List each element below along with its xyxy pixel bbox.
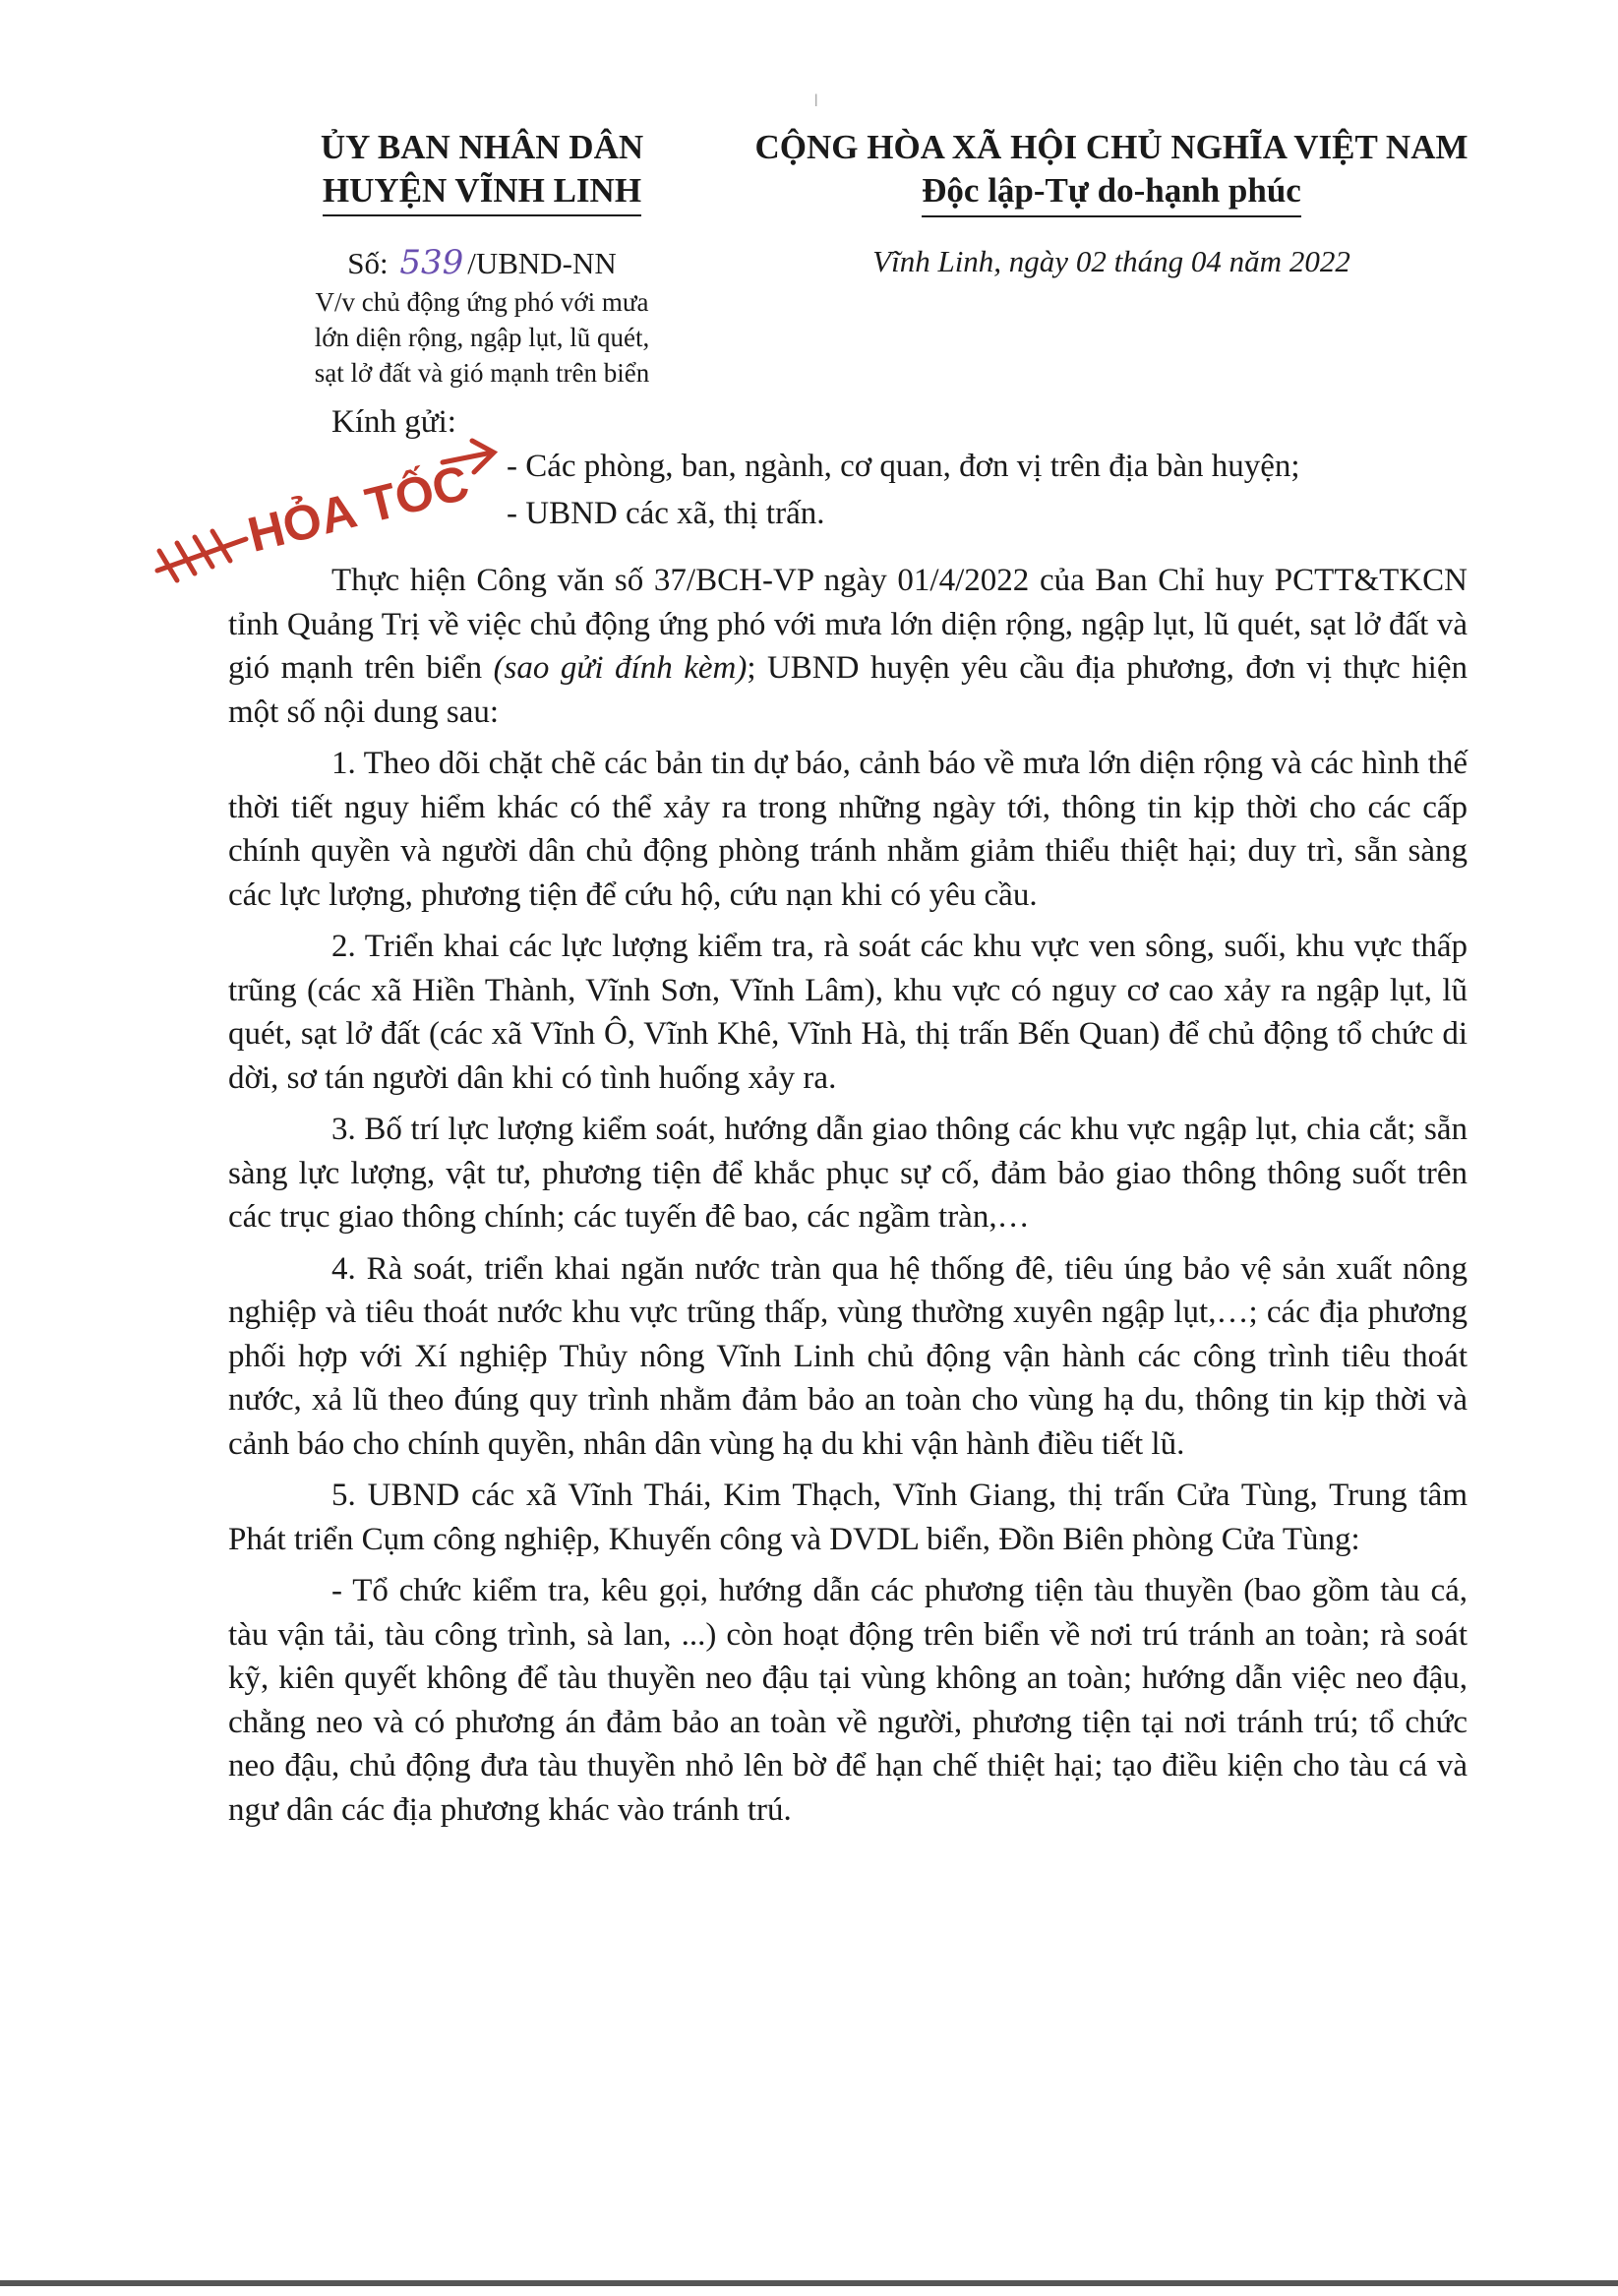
paragraph-6: - Tổ chức kiểm tra, kêu gọi, hướng dẫn các phương tiện tàu thuyền (bao gồm tàu cá, tàu vận tải, tàu công trình, sà lan, ...) còn hoạt động trên biển về nơi trú tránh an toàn; rà soát kỹ, kiên quyết không để tàu thuyền neo đậu tại vùng không an toàn; hướng dẫn việc neo đậu, chằng neo và có phương án đảm bảo an toàn về người, phương tiện tại nơi tránh trú; tổ chức neo đậu, chủ động đưa tàu thuyền nhỏ lên bờ để hạn chế thiệt hại; tạo điều kiện cho tàu cá và ngư dân các địa phương khác vào tránh trú. bbox=[228, 1573, 1468, 1828]
issuer-block bbox=[246, 126, 718, 391]
subject-line: sạt lở đất và gió mạnh trên biển bbox=[314, 358, 650, 388]
paragraph-3: 3. Bố trí lực lượng kiểm soát, hướng dẫn giao thông các khu vực ngập lụt, chia cắt; sẵn sàng lực lượng, vật tư, phương tiện để khắc phục sự cố, đảm bảo giao thông thông suốt trên các trục giao thông chính; các tuyến đê bao, các ngầm tràn,… bbox=[228, 1112, 1468, 1235]
doc-no-handwritten: 539 bbox=[399, 243, 464, 282]
paragraph-4: 4. Rà soát, triển khai ngăn nước tràn qua hệ thống đê, tiêu úng bảo vệ sản xuất nông nghiệp và tiêu thoát nước khu vực trũng thấp, vùng thường xuyên ngập lụt,…; các địa phương phối hợp với Xí nghiệp Thủy nông Vĩnh Linh chủ động vận hành các công trình tiêu thoát nước, xả lũ theo đúng quy trình nhằm đảm bảo an toàn cho vùng hạ du, thông tin kịp thời và cảnh báo cho chính quyền, nhân dân vùng hạ du khi vận hành điều tiết lũ. bbox=[228, 1250, 1468, 1462]
intro-text-end: ; UBND huyện yêu cầu địa phương, đơn vị thực hiện một số nội dung sau: bbox=[228, 650, 1468, 730]
subject-block bbox=[246, 284, 718, 391]
paragraph-2: 2. Triển khai các lực lượng kiểm tra, rà soát các khu vực ven sông, suối, khu vực thấp trũng (các xã Hiền Thành, Vĩnh Sơn, Vĩnh Lâm), khu vực có nguy cơ cao xảy ra ngập lụt, lũ quét, sạt lở đất (các xã Vĩnh Ô, Vĩnh Khê, Vĩnh Hà, thị trấn Bến Quan) để chủ động tổ chức di dời, sơ tán người dân khi có tình huống xảy ra. bbox=[228, 929, 1468, 1096]
place-date: Vĩnh Linh, ngày 02 tháng 04 năm 2022 bbox=[872, 244, 1350, 278]
paragraph-1: 1. Theo dõi chặt chẽ các bản tin dự báo, cảnh báo về mưa lớn diện rộng và các hình thế thời tiết nguy hiểm khác có thể xảy ra trong những ngày tới, thông tin kịp thời cho các cấp chính quyền và người dân chủ động phòng tránh nhằm giảm thiểu thiệt hại; duy trì, sẵn sàng các lực lượng, phương tiện để cứu hộ, cứu nạn khi có yêu cầu. bbox=[228, 746, 1468, 913]
recipient-list bbox=[507, 443, 1300, 537]
national-motto: Độc lập-Tự do-hạnh phúc bbox=[922, 169, 1301, 217]
intro-text: Thực hiện Công văn số 37/BCH-VP ngày 01/4/2022 của Ban Chỉ huy PCTT&TKCN tỉnh Quảng Trị về việc chủ động ứng phó với mưa lớn diện rộng, ngập lụt, lũ quét, sạt lở đất và gió mạnh trên biển bbox=[228, 563, 1468, 686]
paragraph-5: 5. UBND các xã Vĩnh Thái, Kim Thạch, Vĩnh Giang, thị trấn Cửa Tùng, Trung tâm Phát triển Cụm công nghiệp, Khuyến công và DVDL biển, Đồn Biên phòng Cửa Tùng: bbox=[228, 1478, 1468, 1557]
doc-no-prefix: Số: bbox=[347, 246, 389, 280]
document-number bbox=[246, 244, 718, 282]
scan-edge-line bbox=[0, 2280, 1618, 2286]
subject-line: V/v chủ động ứng phó với mưa bbox=[315, 287, 649, 317]
issuer-name-line2: HUYỆN VĨNH LINH bbox=[323, 169, 641, 216]
national-header bbox=[728, 126, 1495, 280]
recipient-item: - Các phòng, ban, ngành, cơ quan, đơn vị trên địa bàn huyện; bbox=[507, 449, 1300, 484]
stamp-text: HỎA TỐC bbox=[242, 454, 475, 563]
subject-line: lớn diện rộng, ngập lụt, lũ quét, bbox=[314, 323, 650, 352]
document-body bbox=[228, 559, 1468, 1840]
pencil-mark: ǀ bbox=[814, 91, 818, 110]
recipient-item: - UBND các xã, thị trấn. bbox=[507, 496, 825, 531]
nation-title: CỘNG HÒA XÃ HỘI CHỦ NGHĨA VIỆT NAM bbox=[754, 128, 1468, 166]
doc-no-suffix: /UBND-NN bbox=[467, 246, 617, 280]
issuer-name-line1: ỦY BAN NHÂN DÂN bbox=[320, 128, 644, 166]
intro-italic: (sao gửi đính kèm) bbox=[493, 650, 748, 686]
intro-paragraph bbox=[228, 559, 1468, 734]
greeting: Kính gửi: bbox=[331, 404, 456, 440]
